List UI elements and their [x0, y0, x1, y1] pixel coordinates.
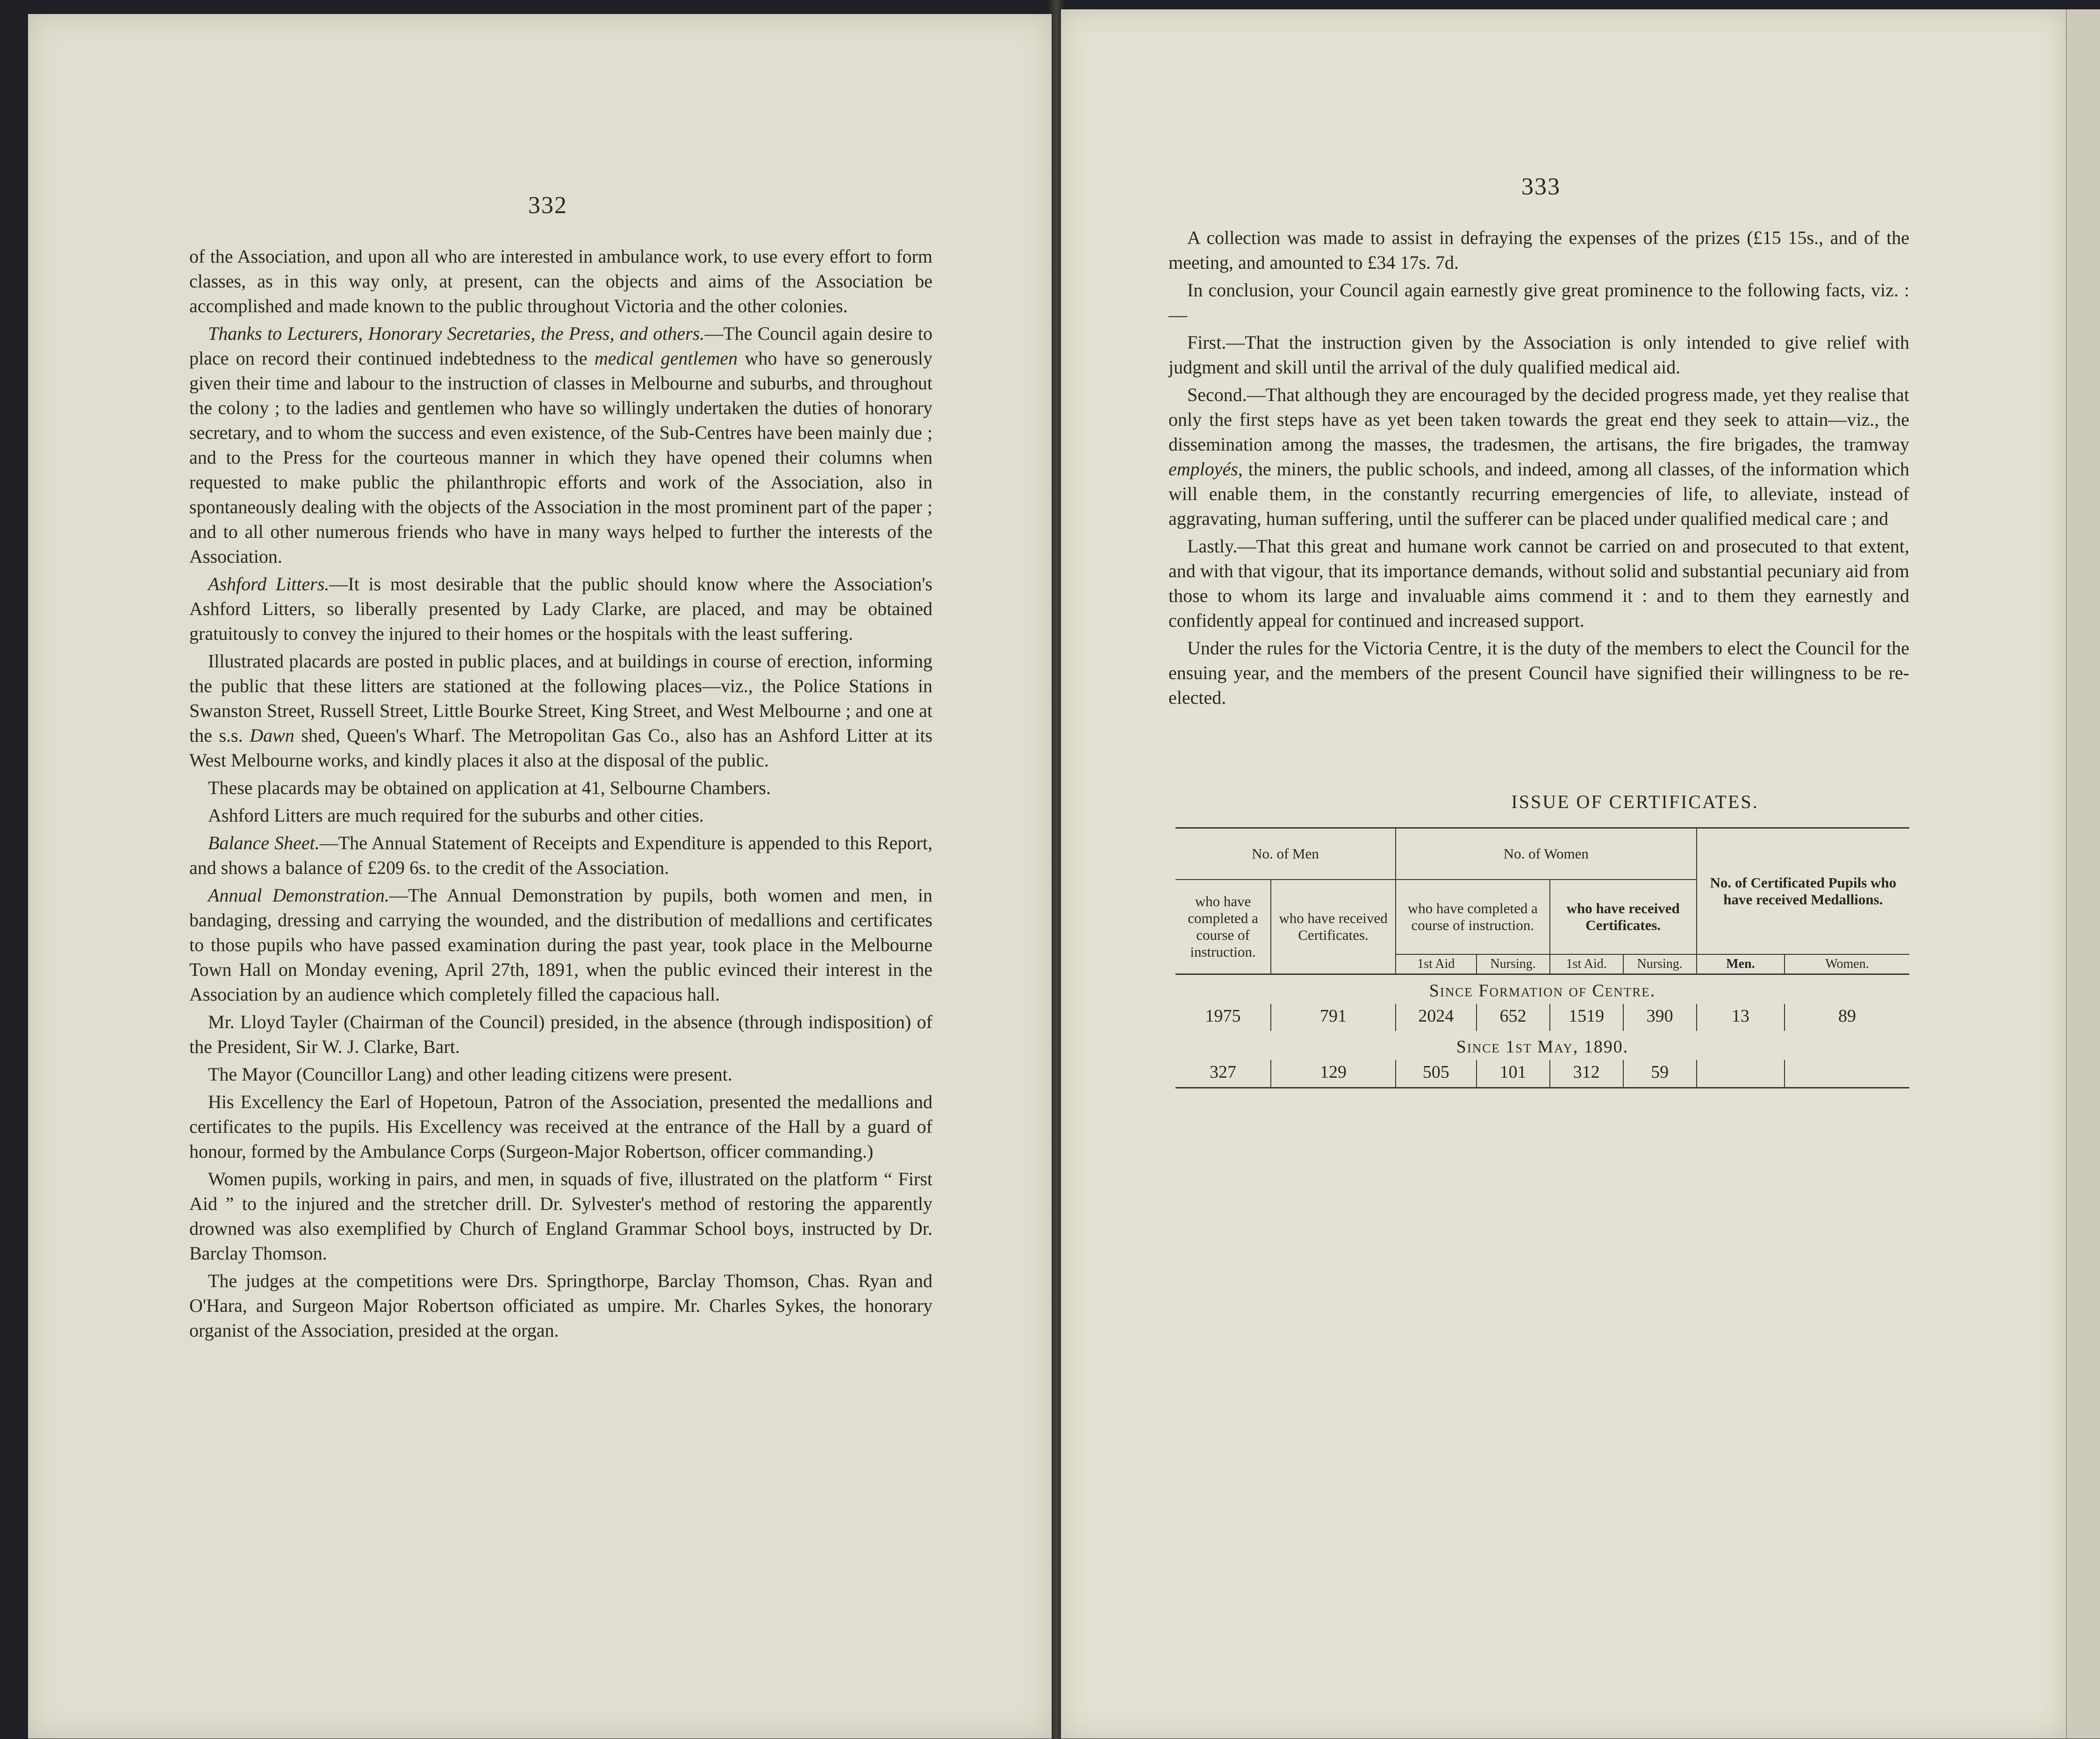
medallions-header: No. of Certificated Pupils who have received Medallions. [1697, 828, 1909, 955]
lastly-paragraph: Lastly.—That this great and humane work cannot be carried on and prosecuted to that extent, and with that vigour, that its importance demands, without solid and substantial pecuniary aid from those to whom its large and invaluable aims commend it : and to them they earnestly and confidently appeal for continued and increased support. [1168, 536, 1909, 631]
mayor-paragraph: The Mayor (Councillor Lang) and other leading citizens were present. [208, 1064, 732, 1085]
first-aid-header: 1st Aid [1396, 954, 1476, 974]
table-cell: 390 [1623, 1004, 1697, 1031]
opening-line: of the Association, and upon all who are interested in ambulance work, to use every effort to form classes, as in this way only, at present, can the objects and aims of the Association be accomplished and made known to the public throughout Victoria and the other colonies. [189, 246, 933, 316]
section-since-may: Since 1st May, 1890. [1456, 1037, 1629, 1057]
table-cell: 327 [1175, 1060, 1271, 1088]
demonstration-paragraph: Annual Demonstration.—The Annual Demonstration by pupils, both women and men, in bandaging, dressing and carrying the wounded, and the distribution of medallions and certificates to those pupils who have passed examination during the past year, took place in the Melbourne Town Hall on Monday evening, April 27th, 1891, when the public evinced their interest in the Association by an audience which completely filled the capacious hall. [189, 885, 932, 1005]
placards-obtained: These placards may be obtained on application at 41, Selbourne Chambers. [208, 777, 771, 798]
left-page-body [189, 244, 932, 1343]
ashford-paragraph: Ashford Litters.—It is most desirable that the public should know where the Association's Ashford Litters, so liberally presented by Lady Clarke, are placed, and may be obtained gratuitously to convey the injured to their homes or the hospitals with the least suffering. [189, 573, 932, 644]
second-paragraph: Second.—That although they are encouraged by the decided progress made, yet they realise that only the first steps have as yet been taken towards the great end they seek to attain—viz., the dissemination among the masses, the tradesmen, the artisans, the fire brigades, the tramway employés, the miners, the public schools, and indeed, among all classes, of the information which will enable them, in the constantly recurring emergencies of life, to alleviate, instead of aggravating, human suffering, until the sufferer can be placed under qualified medical care ; and [1168, 384, 1909, 529]
page-edge [2066, 9, 2100, 1739]
left-page-number: 332 [528, 192, 567, 219]
table-cell: 791 [1271, 1004, 1396, 1031]
table-row [1175, 1004, 1909, 1031]
rules-paragraph: Under the rules for the Victoria Centre, it is the duty of the members to elect the Council for the ensuing year, and the members of the present Council have signified their willingness to be re-elected. [1168, 637, 1909, 708]
men-header: No. of Men [1252, 845, 1319, 862]
table-row [1175, 1060, 1909, 1088]
women-completed-header: who have completed a course of instruction. [1396, 880, 1550, 954]
table-cell: 101 [1476, 1060, 1550, 1088]
table-title: ISSUE OF CERTIFICATES. [1511, 791, 1759, 812]
first-paragraph: First.—That the instruction given by the Association is only intended to give relief with judgment and skill until the arrival of the duly qualified medical aid. [1168, 332, 1909, 378]
thanks-heading: Thanks to Lecturers, Honorary Secretaries, the Press, and others. [208, 323, 705, 344]
balance-paragraph: Balance Sheet.—The Annual Statement of Receipts and Expenditure is appended to this Report, and shows a balance of £209 6s. to the credit of the Association. [189, 832, 932, 878]
table-cell: 129 [1271, 1060, 1396, 1088]
certificates-table [1175, 827, 1909, 1088]
demonstration-heading: Annual Demonstration. [208, 885, 390, 906]
conclusion-paragraph: In conclusion, your Council again earnestly give great prominence to the following facts, viz. :— [1168, 279, 1909, 325]
women-received-header: who have received Certificates. [1550, 880, 1697, 954]
table-cell: 505 [1396, 1060, 1476, 1088]
table-cell: 89 [1785, 1004, 1909, 1031]
table-cell: 13 [1697, 1004, 1785, 1031]
excellency-paragraph: His Excellency the Earl of Hopetoun, Patron of the Association, presented the medallions and certificates to the pupils. His Excellency was received at the entrance of the Hall by a guard of honour, formed by the Ambulance Corps (Surgeon-Major Robertson, officer commanding.) [189, 1091, 932, 1162]
table-cell: 1975 [1205, 1006, 1241, 1026]
placards-paragraph: Illustrated placards are posted in public places, and at buildings in course of erection, informing the public that these litters are stationed at the following places—viz., the Police Stations in Swanston Street, Russell Street, Little Bourke Street, King Street, and West Melbourne ; and one at the s.s. Dawn shed, Queen's Wharf. The Metropolitan Gas Co., also has an Ashford Litter at its West Melbourne works, and kindly places it also at the disposal of the public. [189, 651, 933, 771]
table-cell: 59 [1623, 1060, 1697, 1088]
table-cell: 2024 [1396, 1004, 1476, 1031]
tayler-paragraph: Mr. Lloyd Tayler (Chairman of the Council) presided, in the absence (through indisposition) of the President, Sir W. J. Clarke, Bart. [189, 1011, 932, 1057]
thanks-paragraph: Thanks to Lecturers, Honorary Secretaries, the Press, and others.—The Council again desire to place on record their continued indebtedness to the medical gentlemen who have so generously given their time and labour to the instruction of classes in Melbourne and suburbs, and throughout the colony ; to the ladies and gentlemen who have so willingly undertaken the duties of honorary secretary, and to whom the success and even existence, of the Sub-Centres have been mainly due ; and to the Press for the courteous manner in which they have opened their columns when requested to make public the philanthropic efforts and work of the Association, also in spontaneously dealing with the objects of the Association in the most prominent part of the paper ; and to all other numerous friends who have in many ways helped to further the interests of the Association. [189, 323, 933, 567]
women-header: No. of Women [1396, 828, 1697, 880]
ashford-heading: Ashford Litters. [208, 573, 330, 594]
balance-heading: Balance Sheet. [208, 832, 320, 853]
table-cell: 1519 [1550, 1004, 1623, 1031]
men-completed-header: who have completed a course of instruction. [1175, 880, 1271, 974]
first-aid-received-header: 1st Aid. [1550, 954, 1623, 974]
judges-paragraph: The judges at the competitions were Drs. Springthorpe, Barclay Thomson, Chas. Ryan and O'Hara, and Surgeon Major Robertson officiated as umpire. Mr. Charles Sykes, the honorary organist of the Association, presided at the organ. [189, 1270, 932, 1341]
collection-paragraph: A collection was made to assist in defraying the expenses of the prizes (£15 15s., and of the meeting, and amounted to £34 17s. 7d. [1168, 227, 1909, 273]
right-page-number: 333 [1521, 173, 1561, 200]
table-cell: 652 [1476, 1004, 1550, 1031]
medallion-women-header: Women. [1785, 954, 1909, 974]
litters-required: Ashford Litters are much required for the suburbs and other cities. [208, 805, 704, 826]
women-paragraph: Women pupils, working in pairs, and men, in squads of five, illustrated on the platform “ First Aid ” to the injured and the stretcher drill. Dr. Sylvester's method of restoring the apparently drowned was also exemplified by Church of England Grammar School boys, instructed by Dr. Barclay Thomson. [189, 1168, 932, 1264]
table-cell [1785, 1060, 1909, 1088]
nursing-received-header: Nursing. [1623, 954, 1697, 974]
medallion-men-header: Men. [1697, 954, 1785, 974]
table-cell [1697, 1060, 1785, 1088]
section-since-formation: Since Formation of Centre. [1429, 981, 1656, 1001]
men-received-header: who have received Certificates. [1271, 880, 1396, 974]
nursing-header: Nursing. [1476, 954, 1550, 974]
table-cell: 312 [1550, 1060, 1623, 1088]
right-page-body [1168, 225, 1909, 710]
